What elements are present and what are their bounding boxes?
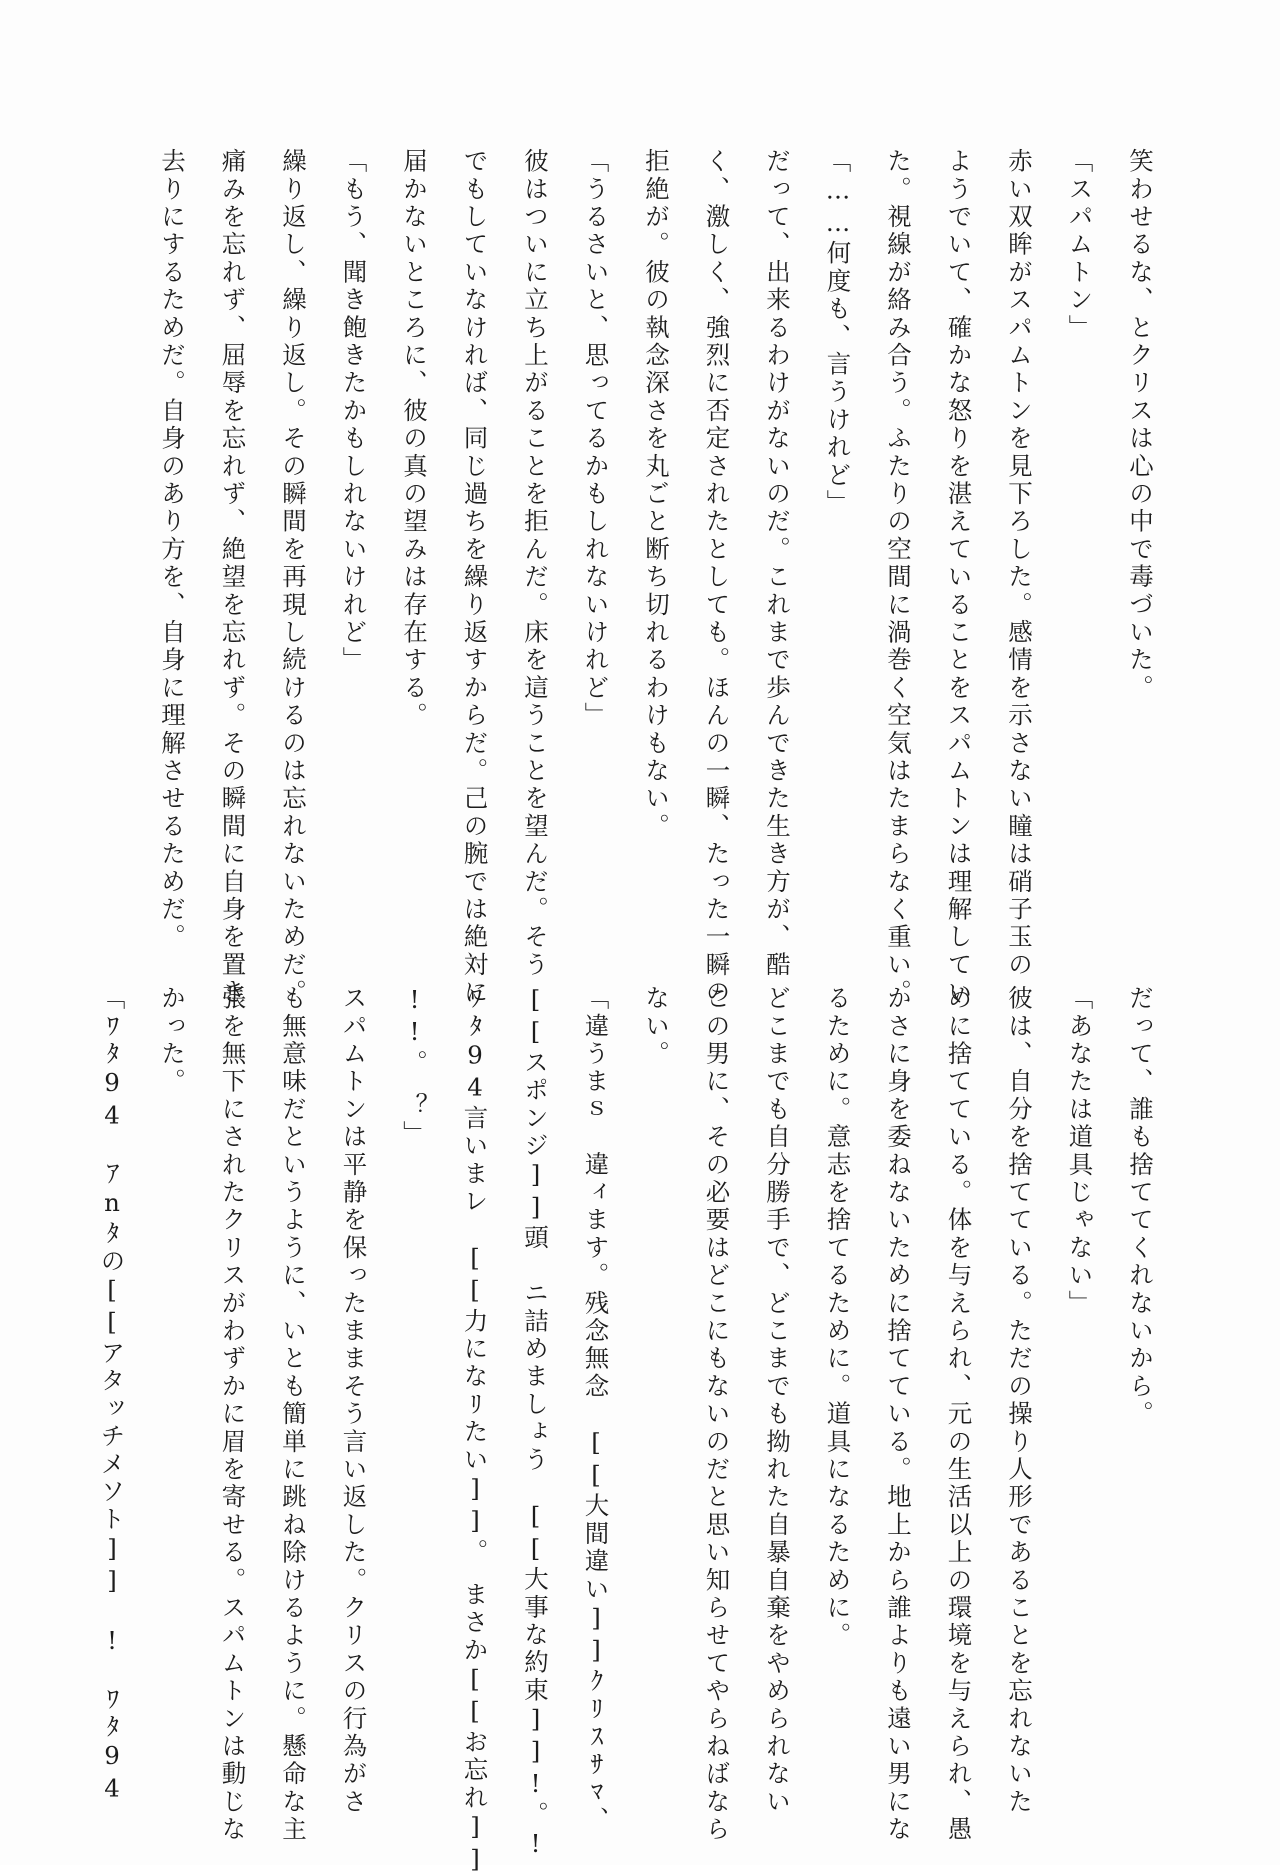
text-line: かった。 [158,985,187,1096]
text-column [444,985,505,1876]
text-column [384,148,445,928]
text-line: 拒絶が。彼の執念深さを丸ごと断ち切れるわけもない。 [642,148,671,841]
text-column [263,985,324,1844]
text-column [81,985,142,1806]
text-column [1110,985,1171,1765]
text-column [1110,148,1171,928]
text-line: 「もう、聞き飽きたかもしれないけれど」 [339,148,369,675]
text-column [868,148,929,1007]
text-column [142,148,203,952]
text-column [989,985,1050,1816]
text-column [444,148,505,1007]
text-column [202,985,263,1844]
text-line: 彼はついに立ち上がることを拒んだ。床を這うことを望んだ。そう [521,148,550,979]
text-line: 張を無下にされたクリスがわずかに眉を寄せる。スパムトンは動じな [218,985,248,1844]
text-column [565,148,626,928]
text-column [807,148,868,928]
text-line: ﾜﾀ94言いまレ [[力になﾘたい]]。 まさか[[お忘れ]] [460,985,490,1876]
text-line: るために。意志を捨てるために。道具になるために。 [823,985,853,1650]
text-line: ようでいて、確かな怒りを湛えていることをスパムトンは理解してい [944,148,974,1007]
text-line: どこまでも自分勝手で、どこまでも拗れた自暴自棄をやめられない [763,985,792,1816]
text-column [928,148,989,1007]
text-column [928,985,989,1844]
text-line: 繰り返し、繰り返し。その瞬間を再現し続けるのは忘れないためだ。 [279,148,308,1007]
text-column [323,148,384,928]
text-line: かさに身を委ねないために捨てている。地上から誰よりも遠い男にな [884,985,913,1844]
text-line: 「うるさいと、思ってるかもしれないけれど」 [581,148,611,730]
text-column [989,148,1050,979]
text-line: だって、誰も捨ててくれないから。 [1126,985,1155,1429]
text-column [323,985,384,1816]
text-line: 「違うまｓ 違ィます。残念無念 [[大間違い]]ｸﾘｽｻﾏ、 [581,985,611,1834]
text-line: も無意味だというように、いとも簡単に跳ね除けるように。懸命な主 [279,985,308,1844]
text-line: スパムトンは平静を保ったままそう言い返した。クリスの行為がさ [339,985,369,1816]
text-line: 届かないところに、彼の真の望みは存在する。 [400,148,429,730]
lower-text-block [97,985,1170,1876]
text-column [142,985,203,1765]
text-line: 「スパムトン」 [1065,148,1095,342]
text-line: 「ﾜﾀ94 ｱnﾀの[[アタッチメソト]] ! ﾜﾀ94 [97,985,127,1806]
text-line: この男に、その必要はどこにもないのだと思い知らせてやらねばなら [702,985,732,1844]
text-column [686,148,747,1007]
text-line: 痛みを忘れず、屈辱を忘れず、絶望を忘れず。その瞬間に自身を置き [218,148,248,1007]
text-line: [[スポンジ]]頭 ニ詰めましょう [[大事な約束]]!。! [521,985,550,1861]
text-column [747,148,808,979]
text-column [1049,985,1110,1765]
text-line: めに捨てている。体を与えられ、元の生活以上の環境を与えられ、愚 [944,985,974,1844]
text-column [505,148,566,979]
text-column [505,985,566,1861]
text-line: ない。 [642,985,671,1069]
text-line: !!。 ？」 [400,985,429,1148]
text-line: 去りにするためだ。自身のあり方を、自身に理解させるためだ。 [158,148,187,952]
text-column [626,148,687,928]
text-line: 赤い双眸がスパムトンを見下ろした。感情を示さない瞳は硝子玉の [1005,148,1034,979]
text-column [1049,148,1110,928]
text-line: 彼は、自分を捨てている。ただの操り人形であることを忘れないた [1005,985,1034,1816]
text-column [384,985,445,1765]
text-line: 「……何度も、言うけれど」 [823,148,853,518]
text-line: た。視線が絡み合う。ふたりの空間に渦巻く空気はたまらなく重い。 [884,148,913,1007]
text-line: でもしていなければ、同じ過ちを繰り返すからだ。己の腕では絶対に [460,148,490,1007]
text-column [565,985,626,1834]
text-column [868,985,929,1844]
text-line: 「あなたは道具じゃない」 [1065,985,1095,1318]
text-line: く、激しく、強烈に否定されたとしても。ほんの一瞬、たった一瞬の [702,148,732,1007]
text-line: だって、出来るわけがないのだ。これまで歩んできた生き方が、酷 [763,148,792,979]
text-column [202,148,263,1007]
text-column [626,985,687,1765]
text-column [747,985,808,1816]
text-column [263,148,324,1007]
upper-text-block [158,148,1170,1007]
text-column [807,985,868,1765]
text-line: 笑わせるな、とクリスは心の中で毒づいた。 [1126,148,1155,702]
text-column [686,985,747,1844]
